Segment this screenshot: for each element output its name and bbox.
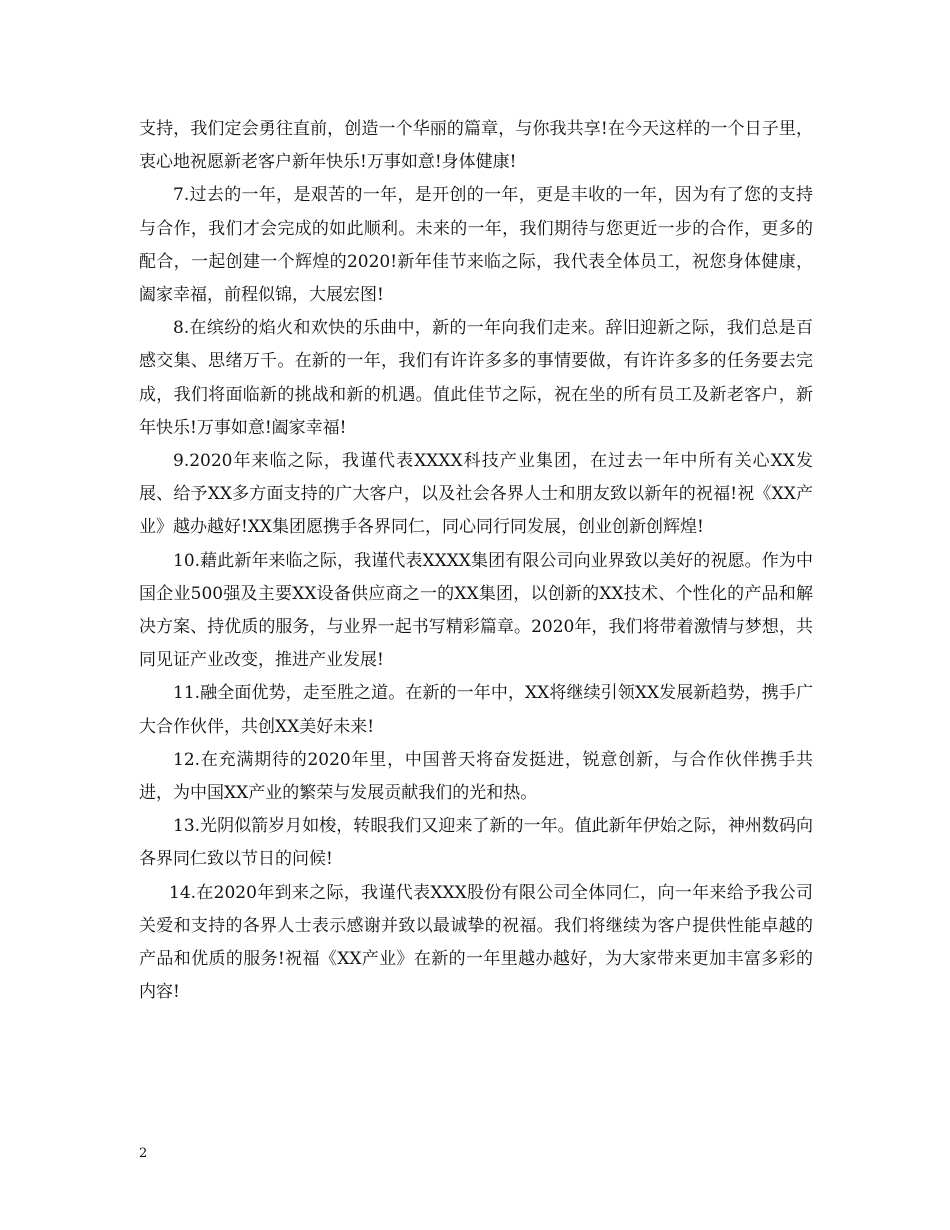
paragraph-8: 8.在缤纷的焰火和欢快的乐曲中，新的一年向我们走来。辞旧迎新之际，我们总是百感交集、思绪万千。在新的一年，我们有许许多多的事情要做，有许许多多的任务要去完成，我们将面临新的挑战和新的机遇。值此佳节之际，祝在坐的所有员工及新老客户，新年快乐!万事如意!阖家幸福!	[139, 318, 813, 438]
document-body	[139, 113, 813, 1009]
paragraph-9: 9.2020年来临之际，我谨代表XXXX科技产业集团，在过去一年中所有关心XX发展、给予XX多方面支持的广大客户，以及社会各界人士和朋友致以新年的祝福!祝《XX产业》越办越好!XX集团愿携手各界同仁，同心同行同发展，创业创新创辉煌!	[139, 451, 813, 538]
paragraph-12: 12.在充满期待的2020年里，中国普天将奋发挺进，锐意创新，与合作伙伴携手共进，为中国XX产业的繁荣与发展贡献我们的光和热。	[139, 749, 813, 804]
paragraph-13: 13.光阴似箭岁月如梭，转眼我们又迎来了新的一年。值此新年伊始之际，神州数码向各界同仁致以节日的问候!	[139, 816, 813, 870]
paragraph-7: 7.过去的一年，是艰苦的一年，是开创的一年，更是丰收的一年，因为有了您的支持与合作，我们才会完成的如此顺利。未来的一年，我们期待与您更近一步的合作，更多的配合，一起创建一个辉煌的2020!新年佳节来临之际，我代表全体员工，祝您身体健康，阖家幸福，前程似锦，大展宏图!	[139, 185, 813, 306]
page-number: 2	[139, 1146, 148, 1161]
paragraph-continuation: 支持，我们定会勇往直前，创造一个华丽的篇章，与你我共享!在今天这样的一个日子里，衷心地祝愿新老客户新年快乐!万事如意!身体健康!	[139, 119, 813, 173]
paragraph-11: 11.融全面优势，走至胜之道。在新的一年中，XX将继续引领XX发展新趋势，携手广大合作伙伴，共创XX美好未来!	[139, 683, 813, 737]
paragraph-14: 14.在2020年到来之际，我谨代表XXX股份有限公司全体同仁，向一年来给予我公司关爱和支持的各界人士表示感谢并致以最诚挚的祝福。我们将继续为客户提供性能卓越的产品和优质的服务!祝福《XX产业》在新的一年里越办越好，为大家带来更加丰富多彩的内容!	[139, 882, 813, 1003]
paragraph-10: 10.藉此新年来临之际，我谨代表XXXX集团有限公司向业界致以美好的祝愿。作为中国企业500强及主要XX设备供应商之一的XX集团，以创新的XX技术、个性化的产品和解决方案、持优质的服务，与业界一起书写精彩篇章。2020年，我们将带着激情与梦想，共同见证产业改变，推进产业发展!	[139, 550, 813, 671]
